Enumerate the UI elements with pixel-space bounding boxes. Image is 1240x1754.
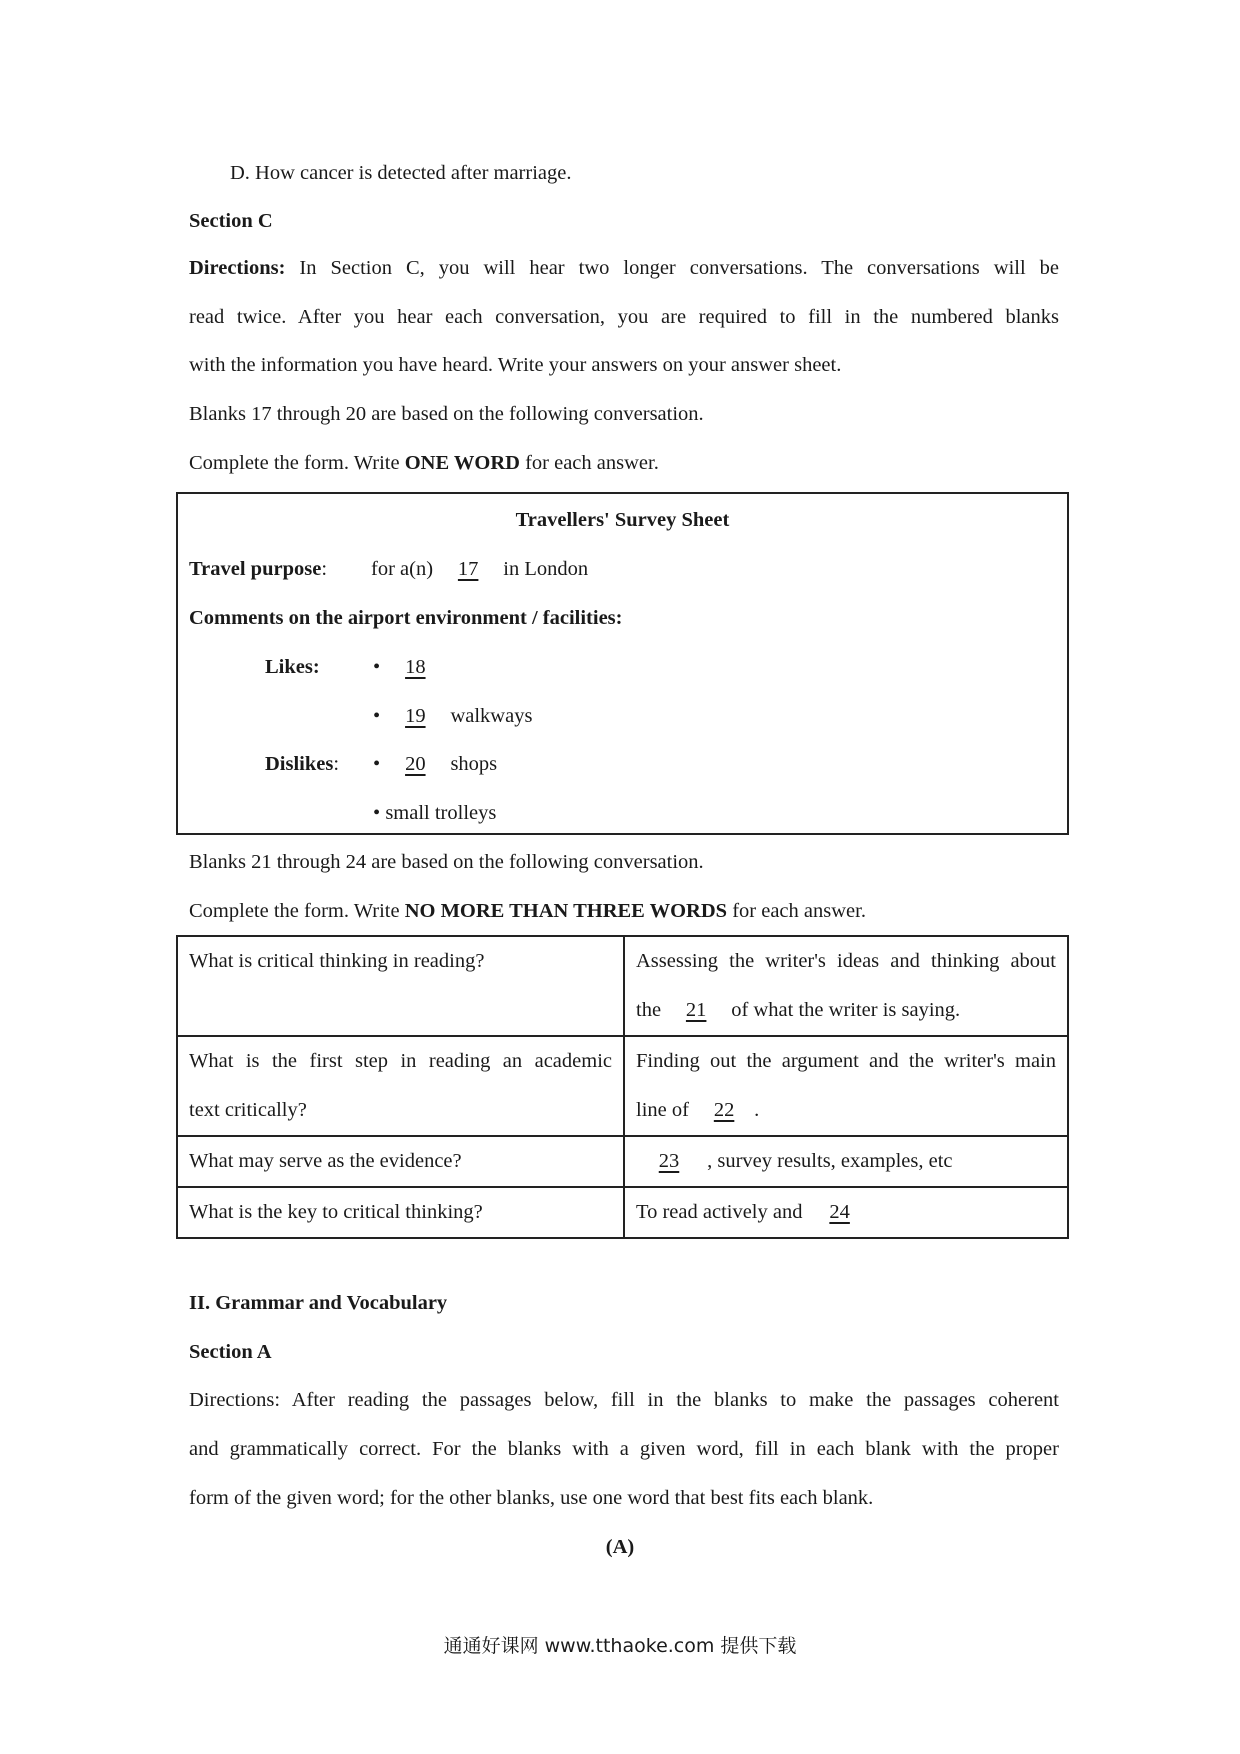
instruction-2-post: for each answer. (727, 900, 866, 922)
dislike-1-text: shops (445, 753, 498, 775)
answer-pre: the (636, 999, 667, 1021)
instruction-1 (189, 452, 659, 475)
directions-label: Directions: (189, 257, 286, 279)
blanks-intro-1: Blanks 17 through 20 are based on the following conversation. (189, 403, 704, 425)
dislikes-colon: : (333, 753, 340, 775)
table-row (177, 1187, 1068, 1238)
like-item-1 (373, 656, 445, 679)
bullet: • (373, 705, 381, 727)
travel-purpose-answer (371, 558, 588, 581)
table-row (177, 1036, 1068, 1136)
dislike-2-text: small trolleys (385, 802, 497, 824)
purpose-colon: : (321, 558, 328, 580)
directions-line-3: with the information you have heard. Write your answers on your answer sheet. (189, 354, 842, 376)
question-text: What may serve as the evidence? (189, 1150, 462, 1172)
directions-text-1: In Section C, you will hear two longer conversations. The conversations will be (299, 257, 1059, 279)
table-row (177, 1136, 1068, 1187)
like-item-2 (373, 705, 532, 728)
blank-18: 18 (405, 656, 426, 678)
question-line-2: text critically? (189, 1099, 307, 1121)
blank-19: 19 (405, 705, 426, 727)
question-text: What is the key to critical thinking? (189, 1201, 483, 1223)
option-d: D. How cancer is detected after marriage. (230, 162, 572, 184)
question-line-1: What is the first step in reading an academic (189, 1050, 612, 1072)
answer-cell (624, 936, 1068, 1036)
blank-21: 21 (685, 999, 707, 1021)
like-2-text: walkways (445, 705, 533, 727)
directions-line-1 (189, 257, 1059, 280)
grammar-directions-2: and grammatically correct. For the blanks with a given word, fill in each blank with the proper (189, 1438, 1059, 1460)
question-cell (177, 1036, 624, 1136)
instruction-2-pre: Complete the form. Write (189, 900, 405, 922)
question-cell (177, 1187, 624, 1238)
answer-pre: To read actively and (636, 1201, 808, 1223)
blank-17: 17 (457, 558, 479, 580)
purpose-pre: for a(n) (371, 558, 439, 580)
survey-title: Travellers' Survey Sheet (515, 509, 730, 531)
section-c-heading: Section C (189, 210, 273, 232)
purpose-label: Travel purpose (189, 558, 322, 580)
instruction-1-post: for each answer. (519, 452, 659, 474)
grammar-heading: II. Grammar and Vocabulary (189, 1292, 448, 1314)
answer-line-1: Assessing the writer's ideas and thinking about (636, 950, 1056, 972)
footer-watermark: 通通好课网 www.tthaoke.com 提供下载 (443, 1635, 797, 1657)
bullet: • (373, 656, 381, 678)
answer-cell (624, 1187, 1068, 1238)
answer-post: of what the writer is saying. (726, 999, 961, 1021)
critical-thinking-table (176, 935, 1069, 1239)
table-row (177, 936, 1068, 1036)
question-cell (177, 1136, 624, 1187)
instruction-2-bold: NO MORE THAN THREE WORDS (404, 900, 728, 922)
directions-line-2: read twice. After you hear each conversation, you are required to fill in the numbered blanks (189, 306, 1059, 328)
dislike-item-2 (373, 802, 496, 825)
grammar-directions-3: form of the given word; for the other blanks, use one word that best fits each blank. (189, 1487, 874, 1509)
grammar-directions-1: Directions: After reading the passages below, fill in the blanks to make the passages coherent (189, 1389, 1059, 1411)
bullet: • (373, 802, 381, 824)
likes-label: Likes: (265, 656, 320, 678)
grammar-section-a: Section A (189, 1341, 272, 1363)
answer-pre: line of (636, 1099, 695, 1121)
bullet: • (373, 753, 381, 775)
dislikes-label-row (265, 753, 339, 776)
travel-purpose-row (189, 558, 327, 581)
answer-cell (624, 1036, 1068, 1136)
purpose-post: in London (498, 558, 589, 580)
answer-line-1: Finding out the argument and the writer's main (636, 1050, 1056, 1072)
instruction-2 (189, 900, 866, 923)
blanks-intro-2: Blanks 21 through 24 are based on the following conversation. (189, 851, 704, 873)
blank-23: 23 (658, 1150, 680, 1172)
passage-label: (A) (605, 1536, 635, 1558)
instruction-1-bold: ONE WORD (404, 452, 520, 474)
question-cell (177, 936, 624, 1036)
answer-cell (624, 1136, 1068, 1187)
question-text: What is critical thinking in reading? (189, 950, 485, 972)
blank-20: 20 (405, 753, 426, 775)
blank-24: 24 (829, 1201, 850, 1223)
answer-post: , survey results, examples, etc (702, 1150, 953, 1172)
survey-sheet-box (176, 492, 1069, 835)
answer-post: . (754, 1099, 760, 1121)
blank-22: 22 (713, 1099, 735, 1121)
instruction-1-pre: Complete the form. Write (189, 452, 405, 474)
dislike-item-1 (373, 753, 497, 776)
comments-label: Comments on the airport environment / facilities: (189, 607, 623, 629)
dislikes-label: Dislikes (265, 753, 334, 775)
